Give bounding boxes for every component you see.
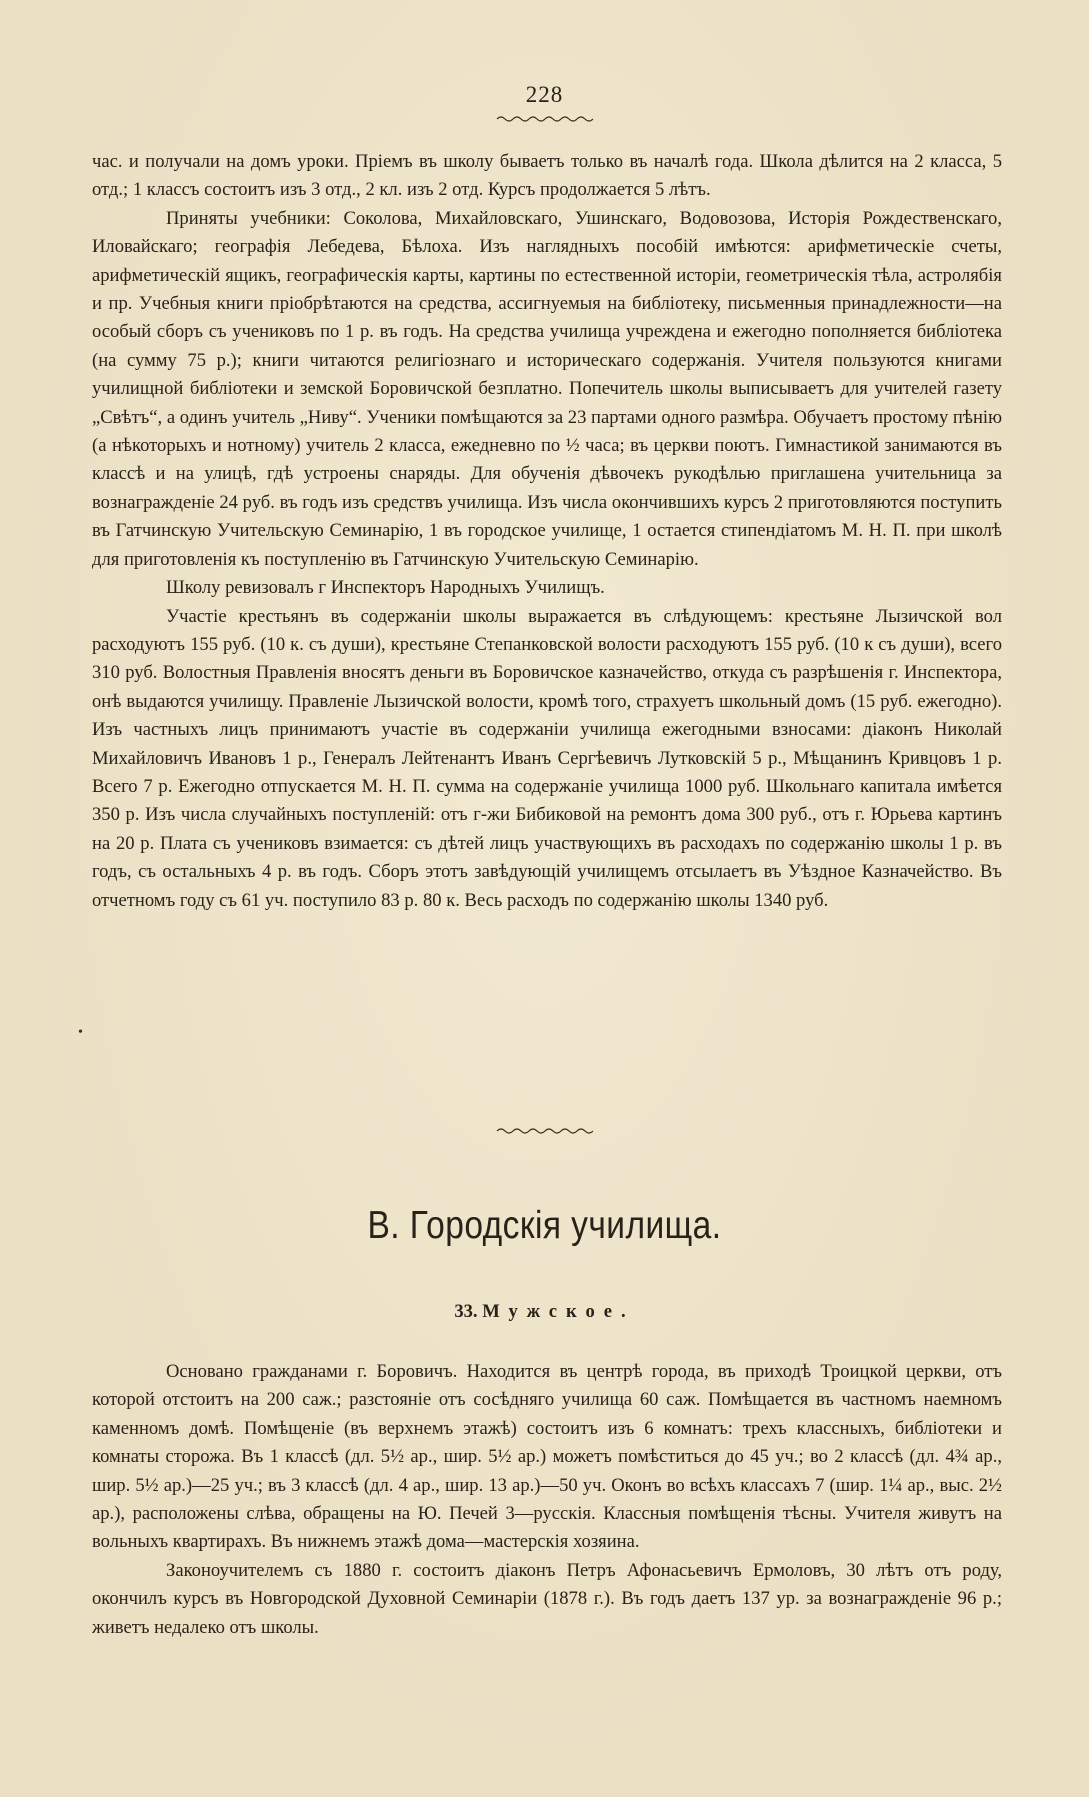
paragraph: Участіе крестьянъ въ содержаніи школы выражается въ слѣдующемъ: крестьяне Лызичской вол расходуютъ 155 руб. (10 к. съ души), крестьяне Степанковской волости расходуютъ 155 руб. (10 к съ души), всего 310 руб. Волостныя Правленія вносятъ деньги въ Боровичское казначейство, откуда съ разрѣшенія г. Инспектора, онѣ выдаются училищу. Правленіе Лызичской волости, кромѣ того, страхуетъ школьный домъ (15 руб. ежегодно). Изъ частныхъ лицъ принимаютъ участіе въ содержаніи училища ежегодными взносами: діаконъ Николай Михайловичъ Ивановъ 1 р., Генералъ Лейтенантъ Иванъ Сергѣевичъ Лутковскій 5 р., Мѣщанинъ Кривцовъ 1 р. Всего 7 р. Ежегодно отпускается М. Н. П. сумма на содержаніе училища 1000 руб. Школьнаго капитала имѣется 350 р. Изъ числа случайныхъ поступленій: отъ г-жи Бибиковой на ремонтъ дома 300 руб., отъ г. Юрьева картинъ на 20 р. Плата съ учениковъ взимается: съ дѣтей лицъ участвующихъ въ расходахъ по содержанію школы 1 р. въ годъ, съ остальныхъ 4 р. въ годъ. Сборъ этотъ завѣдующій училищемъ отсылаетъ въ Уѣздное Казначейство. Въ отчетномъ году съ 61 уч. поступило 83 р. 80 к. Весь расходъ по содержанію школы 1340 руб. <box>92 605 1002 911</box>
main-text-top <box>92 148 1002 915</box>
subheading-number: 33. <box>454 1301 478 1322</box>
wavy-rule-ornament <box>495 1126 595 1136</box>
paragraph: Школу ревизовалъ г Инспекторъ Народныхъ Училищъ. <box>166 577 605 599</box>
paragraph: Приняты учебники: Соколова, Михайловскаго, Ушинскаго, Водовозова, Исторія Рождественскаго, Иловайскаго; географія Лебедева, Бѣлоха. Изъ наглядныхъ пособій имѣются: арифметическіе счеты, арифметическій ящикъ, географическія карты, картины по естественной исторіи, геометрическія тѣла, астролябія и пр. Учебныя книги пріобрѣтаются на средства, ассигнуемыя на библіотеку, письменныя принадлежности—на особый сборъ съ учениковъ по 1 р. въ годъ. На средства училища учреждена и ежегодно пополняется библіотека (на сумму 75 р.); книги читаются религіознаго и историческаго содержанія. Учителя пользуются книгами училищной библіотеки и земской Боровичской безплатно. Попечитель школы выписываетъ для учителей газету „Свѣтъ“, а одинъ учитель „Ниву“. Ученики помѣщаются за 23 партами одного размѣра. Обучаетъ простому пѣнію (а нѣкоторыхъ и нотному) учитель 2 класса, ежедневно по ½ часа; въ церкви поютъ. Гимнастикой занимаются въ классѣ и на улицѣ, гдѣ устроены снаряды. Для обученія дѣвочекъ рукодѣлью приглашена учительница за вознагражденіе 24 руб. въ годъ изъ средствъ училища. Изъ числа окончившихъ курсъ 2 приготовляются поступить въ Гатчинскую Учительскую Семинарію, 1 въ городское училище, 1 остается стипендіатомъ М. Н. П. при школѣ для приготовленія къ поступленію въ Гатчинскую Учительскую Семинарію. <box>92 207 1002 570</box>
paragraph: Законоучителемъ съ 1880 г. состоитъ діаконъ Петръ Афонасьевичъ Ермоловъ, 30 лѣтъ отъ роду, окончилъ курсъ въ Новгородской Духовной Семинаріи (1878 г.). Въ годъ даетъ 137 ур. за вознагражденіе 96 р.; живетъ недалеко отъ школы. <box>92 1559 1002 1638</box>
paragraph: Основано гражданами г. Боровичъ. Находится въ центрѣ города, въ приходѣ Троицкой церкви, отъ которой отстоитъ на 200 саж.; разстояніе отъ сосѣдняго училища 60 саж. Помѣщается въ частномъ наемномъ каменномъ домѣ. Помѣщеніе (въ верхнемъ этажѣ) состоитъ изъ 6 комнатъ: трехъ классныхъ, библіотеки и комнаты сторожа. Въ 1 классѣ (дл. 5½ ар., шир. 5½ ар.) можетъ помѣститься до 45 уч.; во 2 классѣ (дл. 4¾ ар., шир. 5½ ар.)—25 уч.; въ 3 классѣ (дл. 4 ар., шир. 13 ар.)—50 уч. Оконъ во всѣхъ классахъ 7 (шир. 1¼ ар., выс. 2½ ар.), расположены слѣва, обращены на Ю. Печей 3—русскія. Классныя помѣщенія тѣсны. Учителя живутъ на вольныхъ квартирахъ. Въ нижнемъ этажѣ дома—мастерскія хозяина. <box>92 1361 1002 1553</box>
stray-mark: • <box>78 1025 83 1040</box>
section-title: В. Городскія училища. <box>367 1204 722 1247</box>
paragraph: час. и получали на домъ уроки. Пріемъ въ школу бываетъ только въ началѣ года. Школа дѣлится на 2 класса, 5 отд.; 1 классъ состоитъ изъ 3 отд., 2 кл. изъ 2 отд. Курсъ продолжается 5 лѣтъ. <box>92 151 1002 201</box>
page-number: 228 <box>525 82 564 107</box>
subheading <box>0 1301 1089 1323</box>
subheading-name: Мужское. <box>482 1301 635 1322</box>
wavy-rule-ornament <box>495 114 595 124</box>
main-text-bottom <box>92 1358 1002 1642</box>
